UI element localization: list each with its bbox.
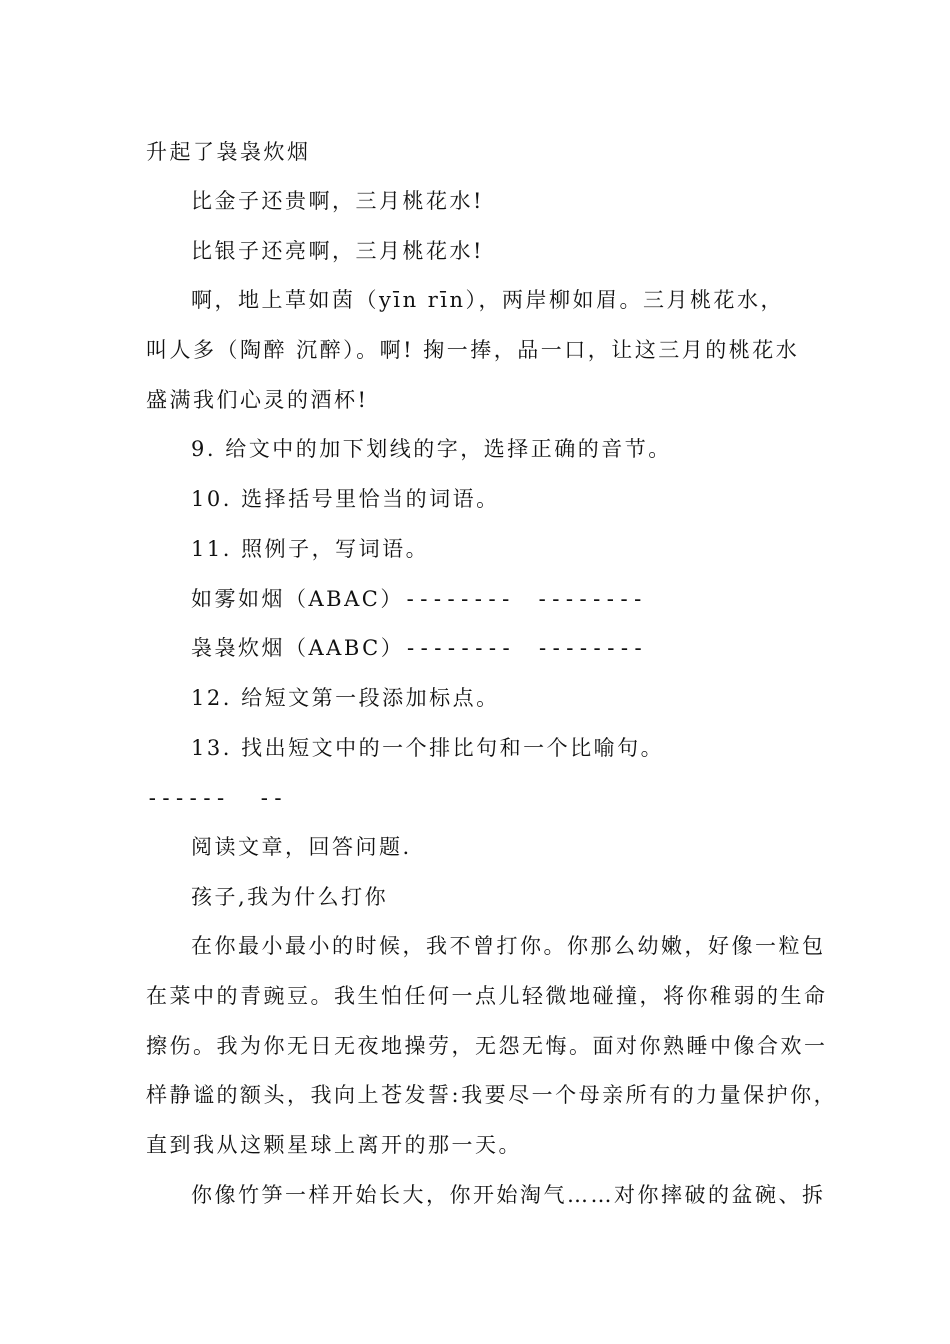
article-paragraph-1-line-5: 直到我从这颗星球上离开的那一天。 — [146, 1133, 522, 1157]
article-title: 孩子,我为什么打你 — [191, 885, 389, 909]
question-13: 13. 找出短文中的一个排比句和一个比喻句。 — [191, 736, 665, 760]
answer-dash-short: -- — [258, 786, 286, 810]
answer-blank: -------- — [403, 587, 513, 611]
poem-paragraph-line-1: 啊，地上草如茵（yīn rīn），两岸柳如眉。三月桃花水， — [191, 288, 785, 312]
article-paragraph-2-line-1: 你像竹笋一样开始长大，你开始淘气……对你摔破的盆碗、拆 — [191, 1183, 826, 1207]
answer-dash-long: ------ — [146, 786, 228, 810]
example-word-aabc: 袅袅炊烟（AABC） — [191, 636, 405, 660]
answer-blank: -------- — [536, 636, 646, 660]
article-paragraph-1-line-1: 在你最小最小的时候，我不曾打你。你那么幼嫩，好像一粒包 — [191, 934, 826, 958]
example-word-abac: 如雾如烟（ABAC） — [191, 587, 404, 611]
question-9: 9. 给文中的加下划线的字，选择正确的音节。 — [191, 437, 672, 461]
answer-blank: -------- — [404, 636, 514, 660]
reading-instruction: 阅读文章，回答问题. — [191, 835, 412, 859]
poem-line-silver: 比银子还亮啊，三月桃花水! — [191, 239, 484, 263]
article-paragraph-1-line-3: 擦伤。我为你无日无夜地操劳，无怨无悔。面对你熟睡中像合欢一 — [146, 1034, 828, 1058]
poem-paragraph-line-2: 叫人多（陶醉 沉醉）。啊! 掬一捧，品一口，让这三月的桃花水 — [146, 338, 800, 362]
poem-line-gold: 比金子还贵啊，三月桃花水! — [191, 189, 484, 213]
poem-line-smoke: 升起了袅袅炊烟 — [146, 140, 311, 164]
article-paragraph-1-line-2: 在菜中的青豌豆。我生怕任何一点儿轻微地碰撞，将你稚弱的生命 — [146, 984, 828, 1008]
article-paragraph-1-line-4: 样静谧的额头，我向上苍发誓:我要尽一个母亲所有的力量保护你， — [146, 1083, 838, 1107]
example-row-abac — [191, 585, 950, 613]
answer-blank: -------- — [535, 587, 645, 611]
example-row-aabc — [191, 634, 950, 662]
question-10: 10. 选择括号里恰当的词语。 — [191, 487, 500, 511]
answer-dash-line — [146, 784, 950, 812]
question-12: 12. 给短文第一段添加标点。 — [191, 686, 500, 710]
question-11: 11. 照例子，写词语。 — [191, 537, 430, 561]
poem-paragraph-line-3: 盛满我们心灵的酒杯! — [146, 388, 369, 412]
